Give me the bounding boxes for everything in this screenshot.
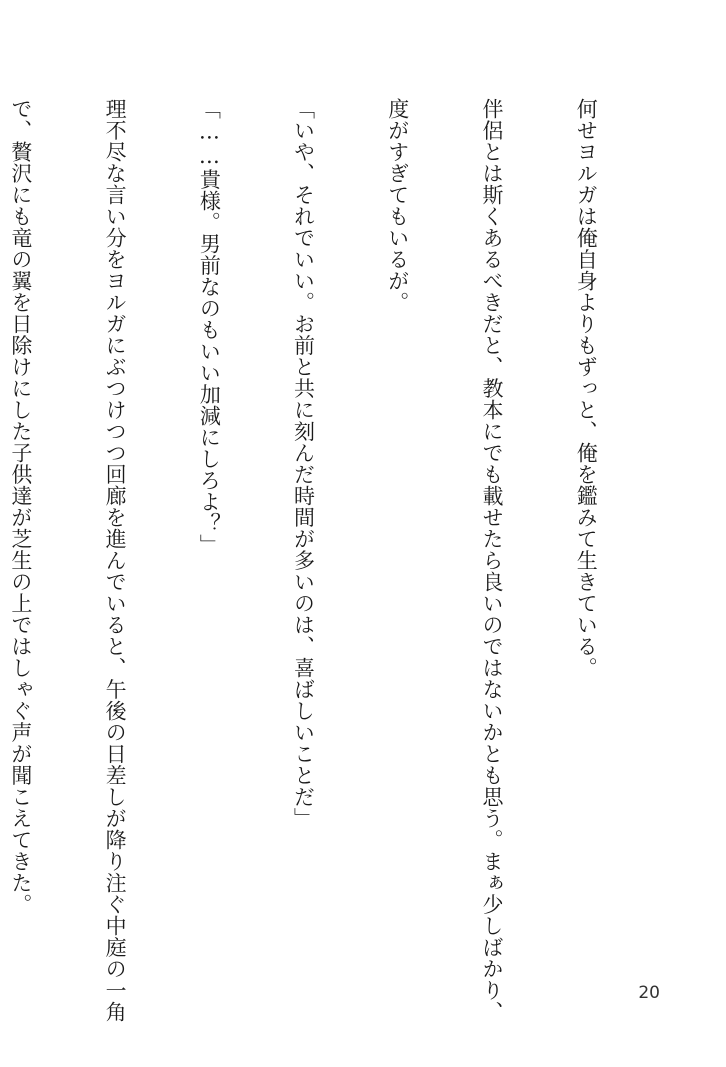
text-line-7: で、贅沢にも竜の翼を日除けにした子供達が芝生の上ではしゃぐ声が聞こえてきた。: [8, 98, 33, 915]
text-line-1: 何せヨルガは俺自身よりもずっと、俺を鑑みて生きている。: [574, 98, 599, 679]
text-line-5: 「……貴様。男前なのもいい加減にしろよ？」: [197, 98, 222, 556]
text-line-4: 「いや、それでいい。お前と共に刻んだ時間が多いのは、喜ばしいことだ」: [291, 98, 316, 829]
text-line-3: 度がすぎてもいるが。: [385, 98, 410, 313]
page-number: 20: [638, 983, 660, 1003]
text-line-2: 伴侶とは斯くあるべきだと、教本にでも載せたら良いのではないかとも思う。まぁ少しばかり、: [479, 98, 504, 1023]
text-line-6: 理不尽な言い分をヨルガにぶつけつつ回廊を進んでいると、午後の日差しが降り注ぐ中庭の一角: [103, 98, 128, 1023]
